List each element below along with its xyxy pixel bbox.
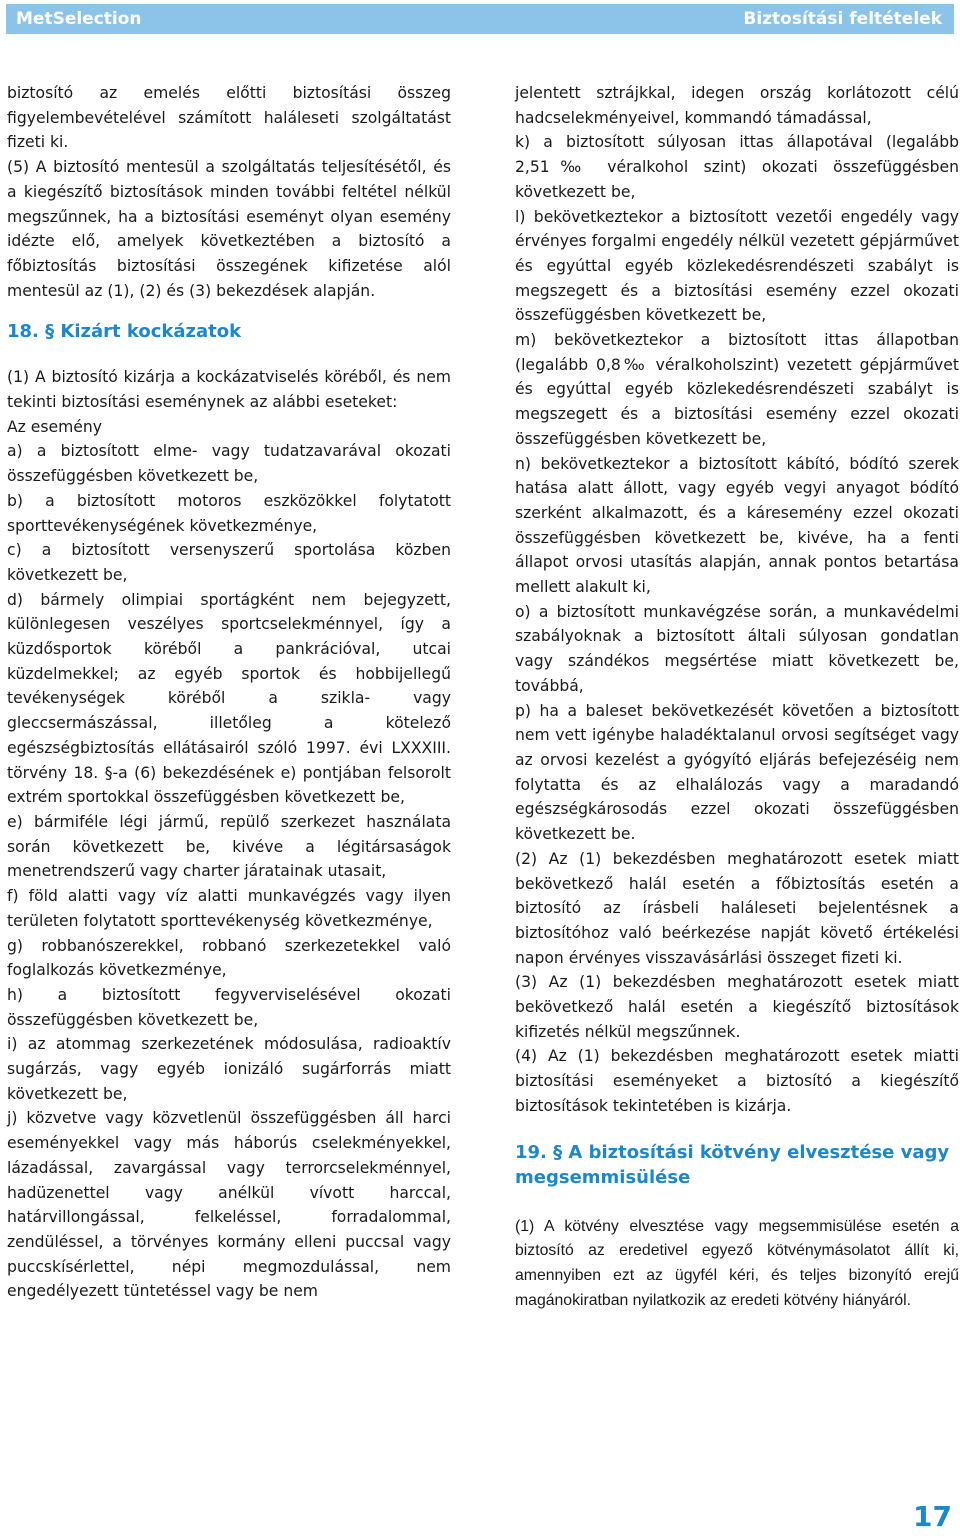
list-item: c) a biztosított versenyszerű sportolása közben következett be,	[7, 541, 451, 584]
paragraph: biztosító az emelés előtti biztosítási összeg figyelembevételével számított haláleseti szolgáltatást fizeti ki.	[7, 84, 451, 152]
list-item: g) robbanószerekkel, robbanó szerkezetekkel való foglalkozás következménye,	[7, 936, 451, 980]
list-item: n) bekövetkeztekor a biztosított kábító, bódító szerek hatása alatt állott, vagy egyéb vegyi anyagot bódító szerként alkalmazott, és a káresemény ezzel okozati összefüggésben következett be, kivéve, ha a fenti állapot orvosi utasítás alapján, annak pontos betartása mellett alakult ki,	[515, 454, 959, 597]
page-header	[6, 4, 954, 34]
paragraph: jelentett sztrájkkal, idegen ország korlátozott célú hadcselekményeivel, kommandó támadással,	[515, 84, 959, 127]
list-item: f) föld alatti vagy víz alatti munkavégzés vagy ilyen területen folytatott sporttevékenység következménye,	[7, 887, 451, 930]
list-item: j) közvetve vagy közvetlenül összefüggésben áll harci eseményekkel vagy más háborús cselekményekkel, lázadással, zavargással vagy terrorcselekménnyel, hadüzenettel vagy anélkül vívott harccal, határvillongással, felkeléssel, forradalommal, zendüléssel, a törvényes kormány elleni puccsal vagy puccskísérlettel, népi megmozdulással, nem engedélyezett tüntetéssel vagy be nem	[7, 1109, 451, 1301]
list-item: k) a biztosított súlyosan ittas állapotával (legalább 2,51‰ véralkohol szint) okozati összefüggésben következett be,	[515, 133, 959, 201]
list-item: a) a biztosított elme- vagy tudatzavarával okozati összefüggésben következett be,	[7, 442, 451, 486]
paragraph: Az esemény	[7, 417, 103, 436]
list-item: e) bármiféle légi jármű, repülő szerkezet használata során következett be, kivéve a légitársaságok menetrendszerű vagy charter járatainak utasait,	[7, 812, 451, 881]
page-number: 17	[913, 1500, 952, 1533]
brand-name: MetSelection	[16, 9, 142, 29]
left-column	[7, 81, 451, 1304]
list-item: b) a biztosított motoros eszközökkel folytatott sporttevékenységének következménye,	[7, 491, 451, 535]
list-item: m) bekövetkeztekor a biztosított ittas állapotban (legalább 0,8‰ véralkoholszint) vezetett gépjárművet és egyúttal egyéb közlekedésrendészeti szabályt is megszegett és a biztosítási esemény ezzel okozati összefüggésben következett be,	[515, 331, 959, 448]
paragraph: (3) Az (1) bekezdésben meghatározott esetek miatt bekövetkező halál esetén a kiegészítő biztosítások kifizetés nélkül megszűnnek.	[515, 973, 959, 1041]
paragraph: (1) A kötvény elvesztése vagy megsemmisülése esetén a biztosító az eredetivel egyező kötvénymásolatot állít ki, amennyiben ezt az ügyfél kéri, és teljes bizonyító erejű magánokiratban nyilatkozik az eredeti kötvény hiányáról.	[515, 1217, 959, 1309]
list-item: d) bármely olimpiai sportágként nem bejegyzett, különlegesen veszélyes sportcselekménnyel, így a küzdősportok köréből a pankrációval, utcai küzdelmekkel; az egyéb sportok és hobbijellegű tevékenységek köréből a szikla- vagy gleccsermászással, illetőleg a kötelező egészségbiztosítás ellátásairól szóló 1997. évi LXXXIII. törvény 18. §-a (6) bekezdésének e) pontjában felsorolt extrém sportokkal összefüggésben következett be,	[7, 590, 451, 807]
paragraph: (4) Az (1) bekezdésben meghatározott esetek miatti biztosítási eseményeket a biztosító a kiegészítő biztosítások tekintetében is kizárja.	[515, 1047, 959, 1115]
section-title: Biztosítási feltételek	[743, 9, 942, 29]
list-item: o) a biztosított munkavégzése során, a munkavédelmi szabályoknak a biztosított általi súlyosan gondatlan vagy szándékos megsértése miatt következett be, továbbá,	[515, 602, 959, 695]
paragraph: (2) Az (1) bekezdésben meghatározott esetek miatt bekövetkező halál esetén a főbiztosítás esetén a biztosító az írásbeli haláleseti bejelentésnek a biztosítóhoz való beérkezése napját követő értékelési napon érvényes visszavásárlási összeget fizeti ki.	[515, 849, 959, 967]
list-item: p) ha a baleset bekövetkezését követően a biztosított nem vett igénybe haladéktalanul orvosi segítséget vagy az orvosi kezelést a gyógyító eljárás befejezéséig nem folytatta és az elhalálozás vagy a maradandó egészségkárosodás ezzel okozati összefüggésben következett be.	[515, 701, 959, 844]
list-item: h) a biztosított fegyverviselésével okozati összefüggésben következett be,	[7, 985, 451, 1029]
paragraph: (5) A biztosító mentesül a szolgáltatás teljesítésétől, és a kiegészítő biztosítások minden további feltétel nélkül megszűnnek, ha a biztosítási eseményt olyan esemény idézte elő, amelyek következtében a biztosító a főbiztosítás biztosítási összegének kifizetése alól mentesül az (1), (2) és (3) bekezdések alapján.	[7, 158, 451, 300]
section-heading-19: 19. § A biztosítási kötvény elvesztése vagy megsemmisülése	[515, 1141, 950, 1188]
list-item: i) az atommag szerkezetének módosulása, radioaktív sugárzás, vagy egyéb ionizáló sugárforrás miatt következett be,	[7, 1035, 451, 1103]
section-heading-18: 18. § Kizárt kockázatok	[7, 321, 242, 343]
right-column	[515, 81, 959, 1313]
list-item: l) bekövetkeztekor a biztosított vezetői engedély vagy érvényes forgalmi engedély nélkül vezetett gépjárművet és egyúttal egyéb közlekedésrendészeti szabályt is megszegett és a biztosítási esemény ezzel okozati összefüggésben következett be,	[515, 207, 959, 325]
paragraph: (1) A biztosító kizárja a kockázatviselés köréből, és nem tekinti biztosítási eseménynek az alábbi eseteket:	[7, 368, 451, 412]
